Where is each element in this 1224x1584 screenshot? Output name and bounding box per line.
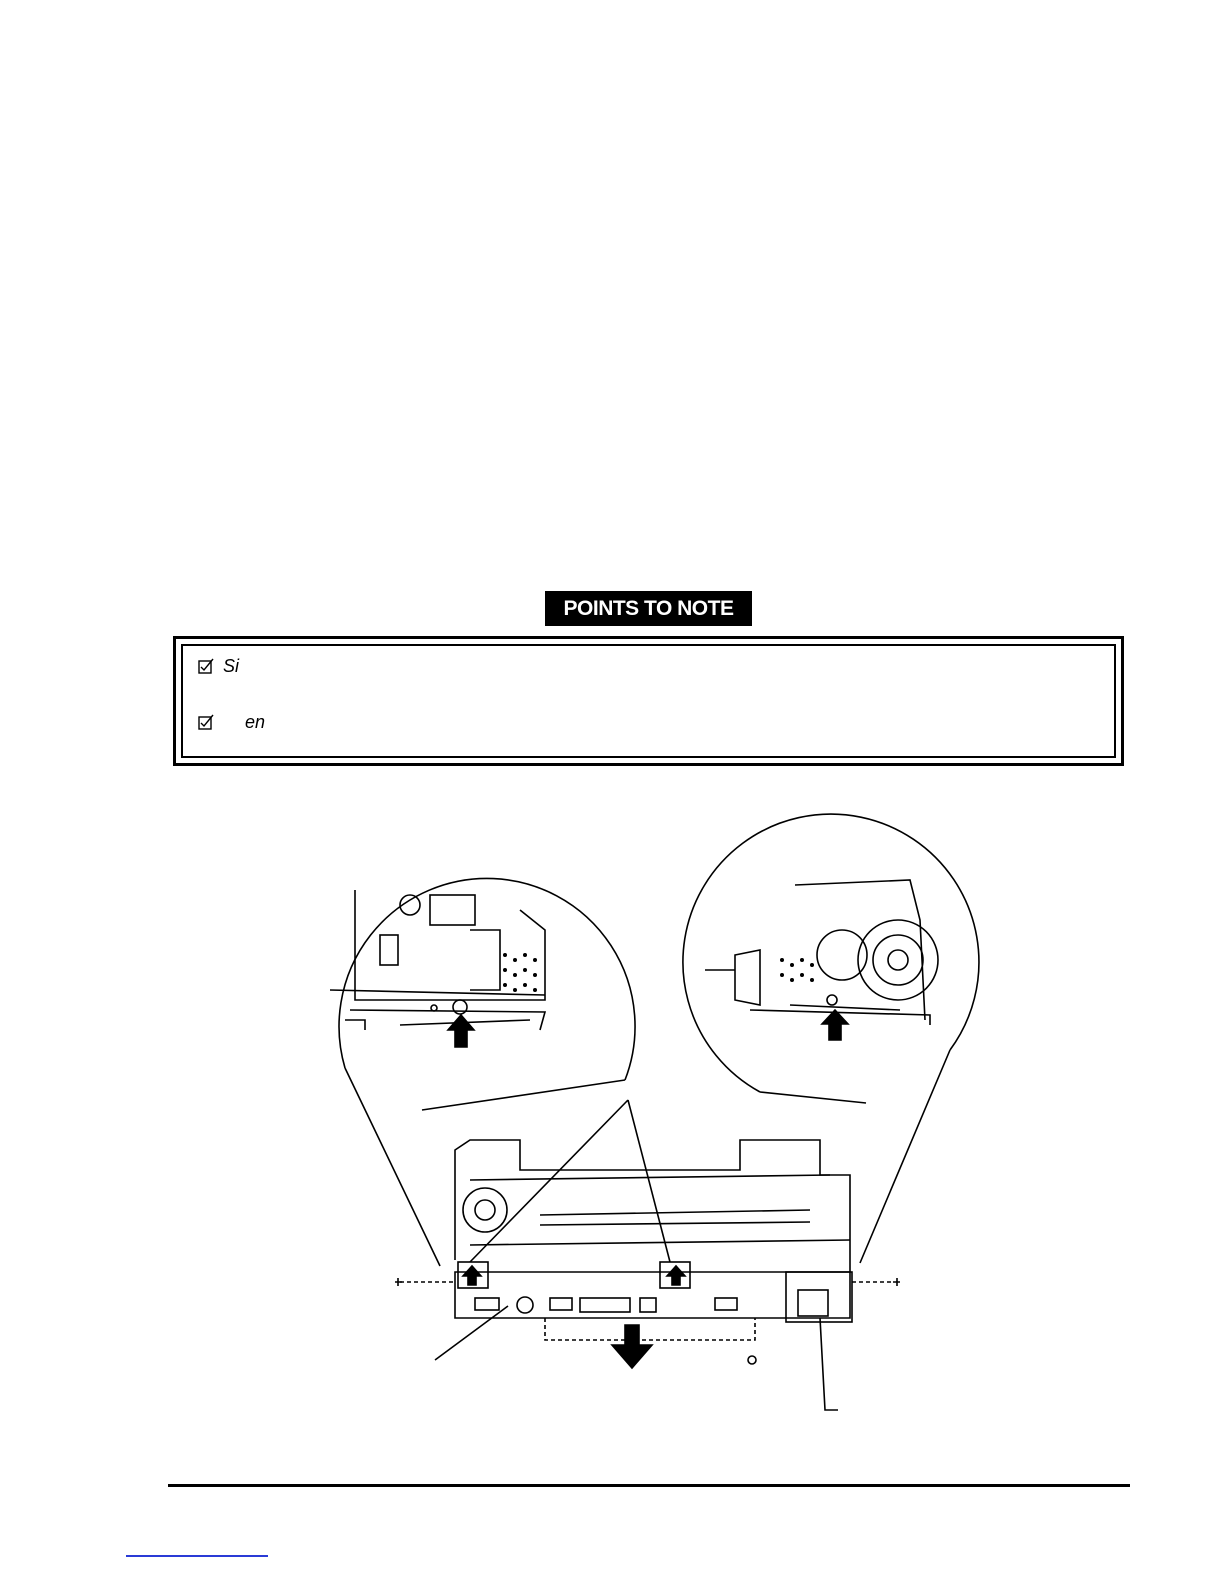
note-item-text: Si [223,656,240,676]
printer-mechanism [400,1100,893,1410]
footer-link-underline[interactable] [126,1555,268,1557]
up-arrow [822,1010,848,1040]
note-item-2 [197,712,265,733]
points-to-note-header: POINTS TO NOTE [545,591,752,626]
disassembly-figure [0,790,1224,1430]
left-detail-circle [330,878,635,1266]
left-dot-grid [503,953,537,992]
note-item-text: en [245,712,266,732]
up-arrow [463,1266,481,1285]
points-to-note-box [173,636,1124,766]
down-arrow [612,1325,652,1368]
right-dot-grid [780,958,814,982]
footer-rule [168,1484,1130,1487]
checkbox-checked-icon [197,714,215,732]
checkbox-checked-icon [197,658,215,676]
note-item-1 [197,656,239,677]
points-to-note-inner-border [181,644,1116,758]
up-arrow [448,1015,474,1047]
up-arrow [667,1266,685,1285]
